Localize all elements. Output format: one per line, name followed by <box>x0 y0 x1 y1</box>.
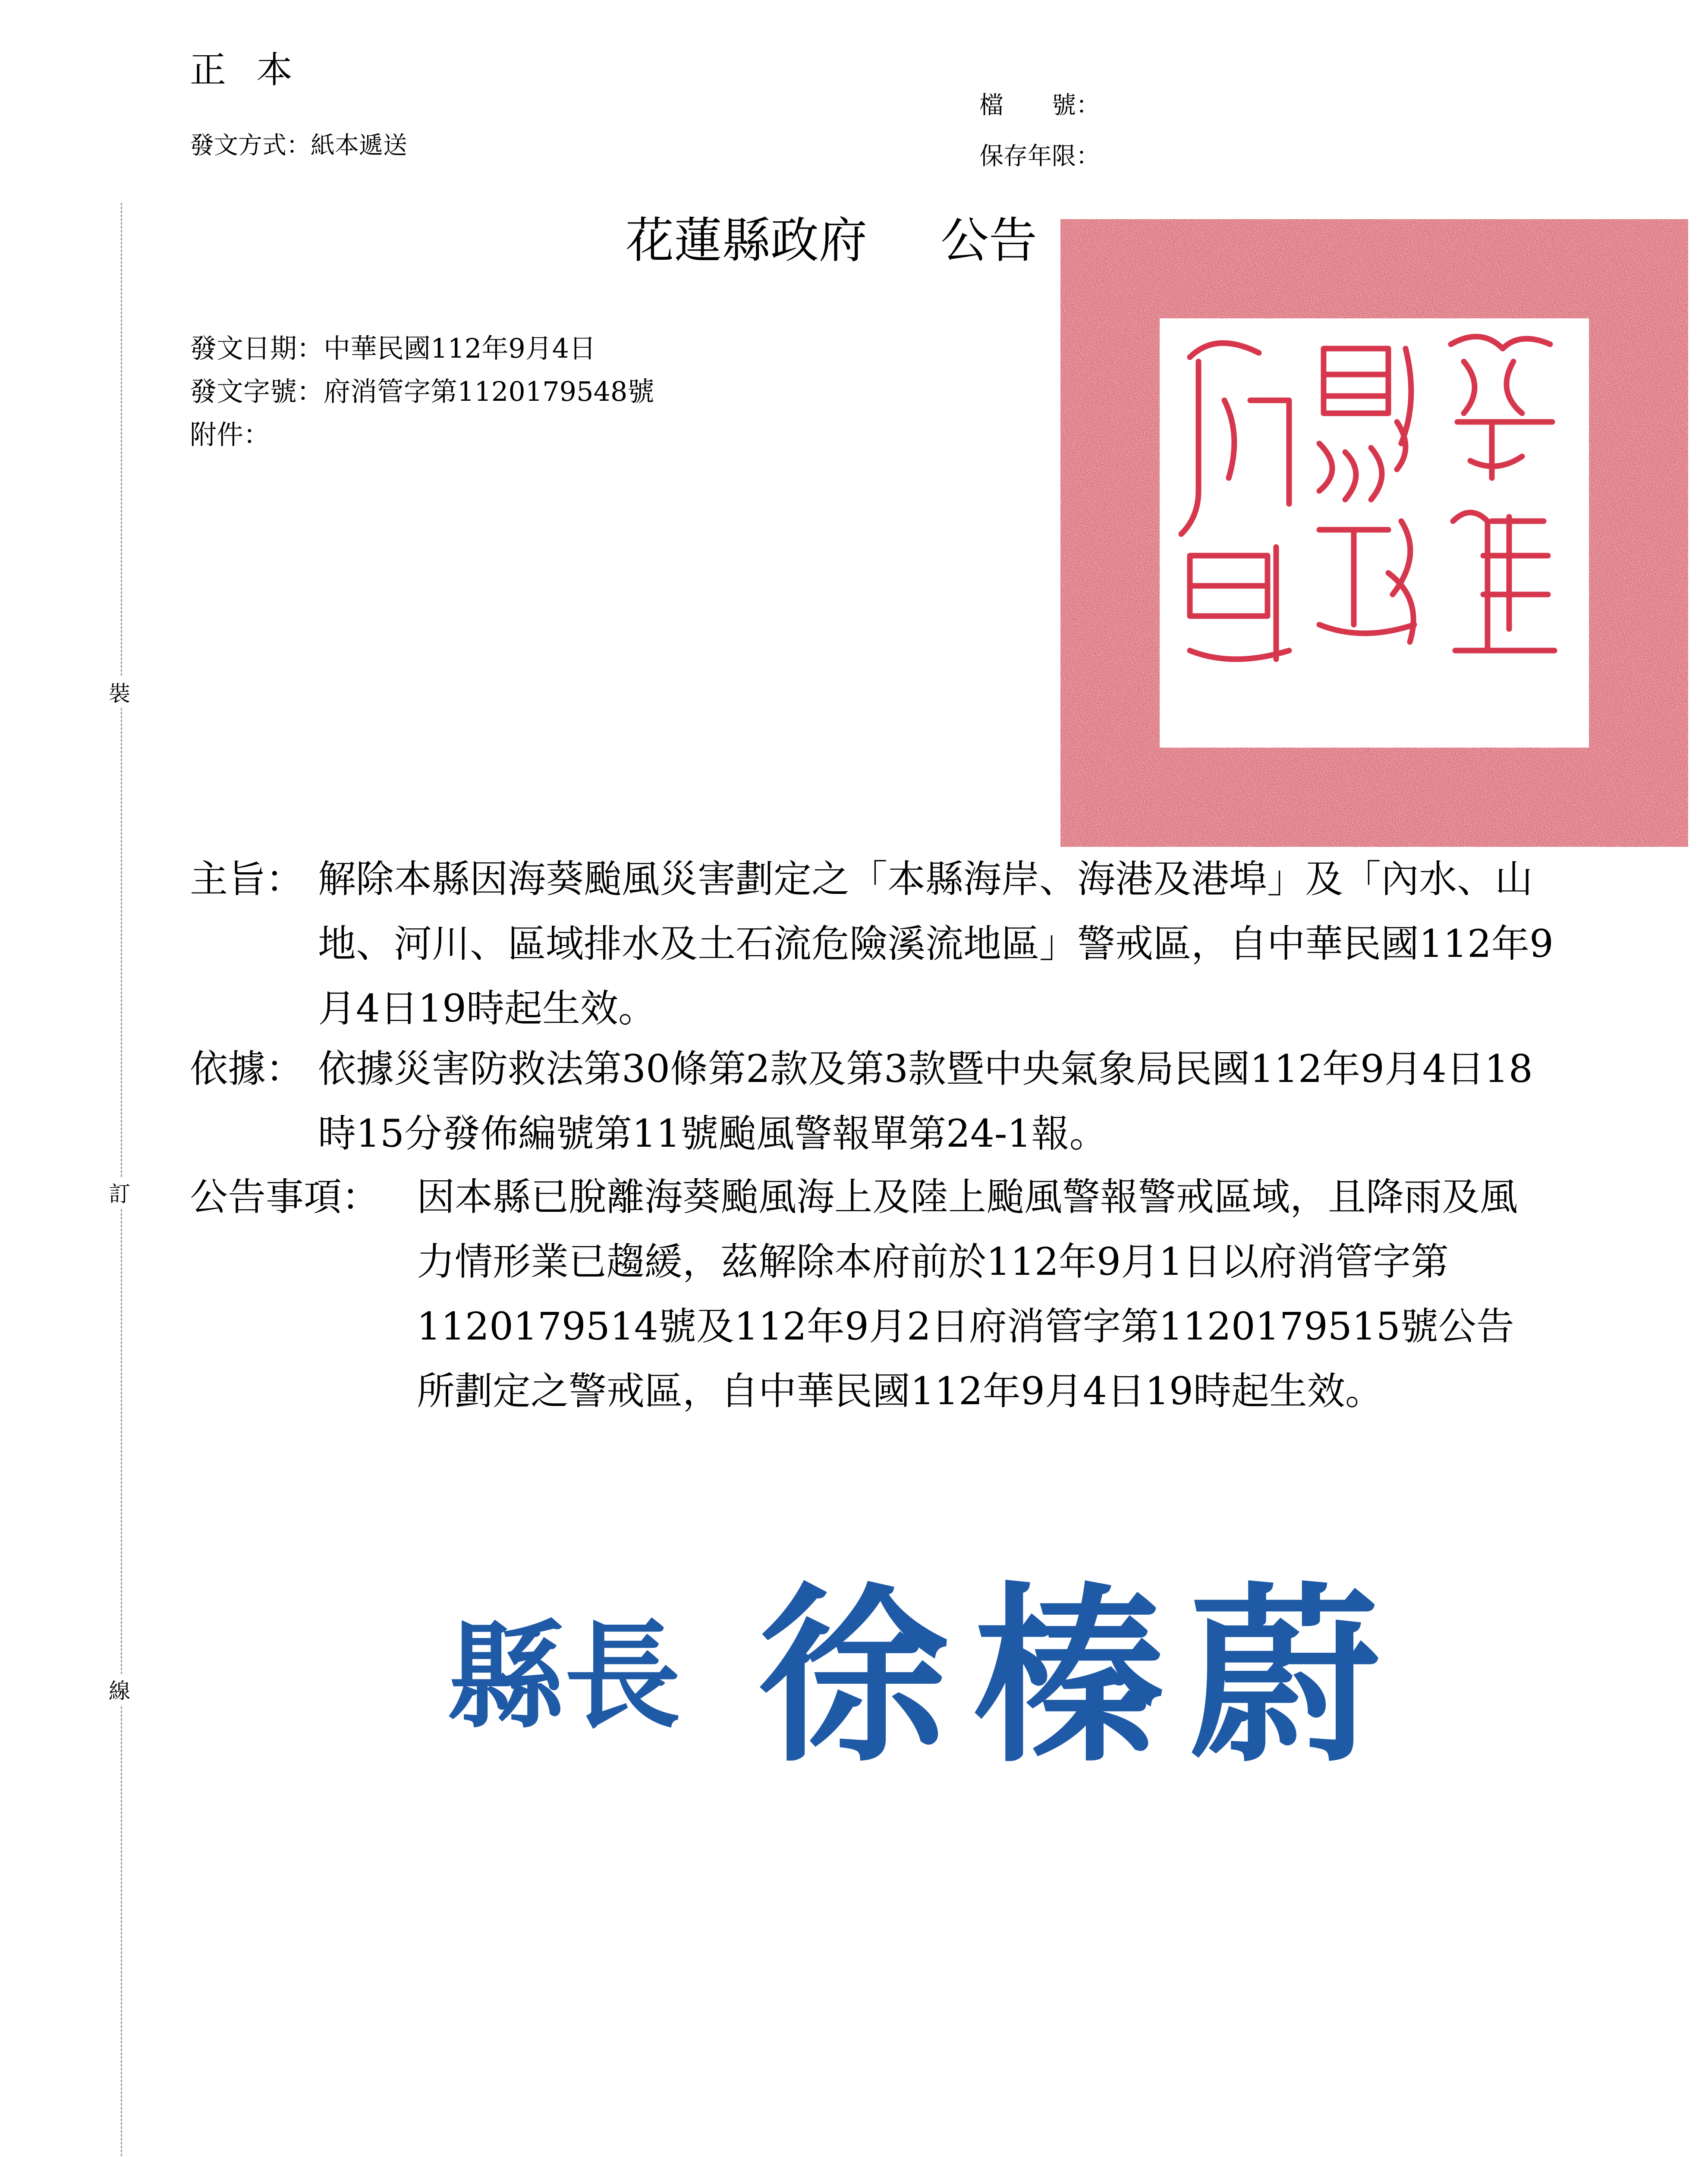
reference-number: 發文字號：府消管字第1120179548號 <box>190 376 654 407</box>
issue-date: 發文日期：中華民國112年9月4日 <box>190 333 596 364</box>
document-type: 公告 <box>941 213 1037 269</box>
copy-type: 正本 <box>190 49 323 91</box>
basis-text: 依據災害防救法第30條第2款及第3款暨中央氣象局民國112年9月4日18時15分發佈編號第11號颱風警報單第24-1報。 <box>318 1047 1533 1156</box>
signature-name: 徐榛蔚 <box>758 1565 1406 1788</box>
subject-label: 主旨： <box>190 857 304 901</box>
binding-char: 裝 <box>109 676 130 707</box>
subject-text: 解除本縣因海葵颱風災害劃定之「本縣海岸、海港及港埠」及「內水、山地、河川、區域排水及土石流危險溪流地區」警戒區，自中華民國112年9月4日19時起生效。 <box>318 857 1554 1031</box>
document-title <box>626 202 1037 271</box>
announcement-items-text: 因本縣已脫離海葵颱風海上及陸上颱風警報警戒區域，且降雨及風力情形業已趨緩，茲解除本府前於112年9月1日以府消管字第1120179514號及112年9月2日府消管字第1120179515號公告所劃定之警戒區，自中華民國112年9月4日19時起生效。 <box>417 1175 1518 1413</box>
seal-lettering <box>1181 336 1554 659</box>
file-number-label: 檔 號： <box>979 91 1100 119</box>
binding-char: 訂 <box>109 1177 130 1208</box>
signature-title: 縣長 <box>448 1607 681 1745</box>
announcement-items-label: 公告事項： <box>190 1175 380 1219</box>
magistrate-signature <box>418 1536 1486 1838</box>
attachment-label: 附件： <box>190 419 271 450</box>
send-method: 發文方式：紙本遞送 <box>190 132 407 160</box>
agency-name: 花蓮縣政府 <box>626 213 867 269</box>
seal-frame <box>1060 219 1688 847</box>
binding-char: 線 <box>109 1674 130 1705</box>
basis-label: 依據： <box>190 1047 304 1091</box>
retention-period-label: 保存年限： <box>979 142 1100 170</box>
official-seal <box>1060 219 1688 847</box>
